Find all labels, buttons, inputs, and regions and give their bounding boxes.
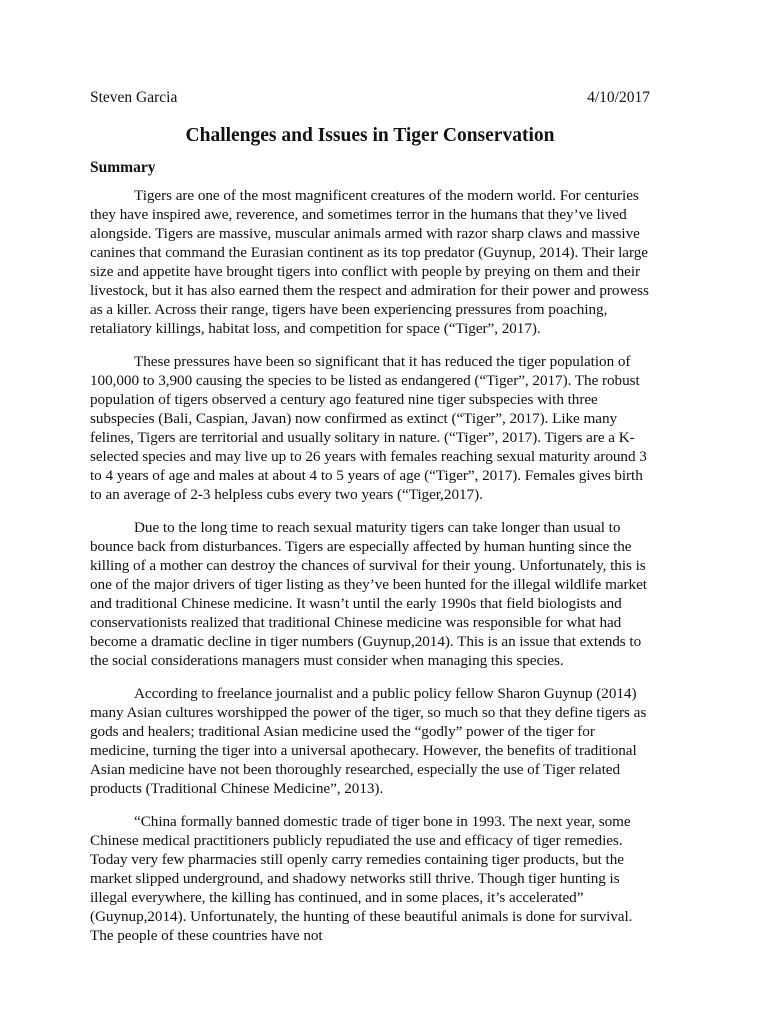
- header-row: [90, 88, 650, 108]
- paragraph-4: According to freelance journalist and a public policy fellow Sharon Guynup (2014) many Asian cultures worshipped the power of the tiger, so much so that they define tigers as gods and healers; traditional Asian medicine used the “godly” power of the tiger for medicine, turning the tiger into a universal apothecary. However, the benefits of traditional Asian medicine have not been thoroughly researched, especially the use of Tiger related products (Traditional Chinese Medicine”, 2013).: [90, 685, 647, 797]
- paragraph-1: Tigers are one of the most magnificent creatures of the modern world. For centuries they have inspired awe, reverence, and sometimes terror in the humans that they’ve lived alongside. Tigers are massive, muscular animals armed with razor sharp claws and massive canines that command the Eurasian continent as its top predator (Guynup, 2014). Their large size and appetite have brought tigers into conflict with people by preying on them and their livestock, but it has also earned them the respect and admiration for their power and prowess as a killer. Across their range, tigers have been experiencing pressures from poaching, retaliatory killings, habitat loss, and competition for space (“Tiger”, 2017).: [90, 187, 649, 337]
- section-heading-summary: Summary: [90, 159, 156, 176]
- author-name: Steven Garcia: [90, 89, 178, 106]
- document-date: 4/10/2017: [587, 89, 650, 106]
- paragraph-2: These pressures have been so significant that it has reduced the tiger population of 100,000 to 3,900 causing the species to be listed as endangered (“Tiger”, 2017). The robust population of tigers observed a century ago featured nine tiger subspecies with three subspecies (Bali, Caspian, Javan) now confirmed as extinct (“Tiger”, 2017). Like many felines, Tigers are territorial and usually solitary in nature. (“Tiger”, 2017). Tigers are a K-selected species and may live up to 26 years with females reaching sexual maturity around 3 to 4 years of age and males at about 4 to 5 years of age (“Tiger”, 2017). Females gives birth to an average of 2-3 helpless cubs every two years (“Tiger,2017).: [90, 353, 647, 503]
- paragraph-5: “China formally banned domestic trade of tiger bone in 1993. The next year, some Chinese medical practitioners publicly repudiated the use and efficacy of tiger remedies. Today very few pharmacies still openly carry remedies containing tiger products, but the market slipped underground, and shadowy networks still thrive. Though tiger hunting is illegal everywhere, the killing has continued, and in some places, it’s accelerated” (Guynup,2014). Unfortunately, the hunting of these beautiful animals is done for survival. The people of these countries have not: [90, 813, 633, 944]
- paragraph-3: Due to the long time to reach sexual maturity tigers can take longer than usual to bounce back from disturbances. Tigers are especially affected by human hunting since the killing of a mother can destroy the chances of survival for their young. Unfortunately, this is one of the major drivers of tiger listing as they’ve been hunted for the illegal wildlife market and traditional Chinese medicine. It wasn’t until the early 1990s that field biologists and conservationists realized that traditional Chinese medicine was responsible for what had become a dramatic decline in tiger numbers (Guynup,2014). This is an issue that extends to the social considerations managers must consider when managing this species.: [90, 519, 647, 669]
- document-title: Challenges and Issues in Tiger Conservation: [185, 125, 555, 146]
- document-page: [90, 88, 650, 959]
